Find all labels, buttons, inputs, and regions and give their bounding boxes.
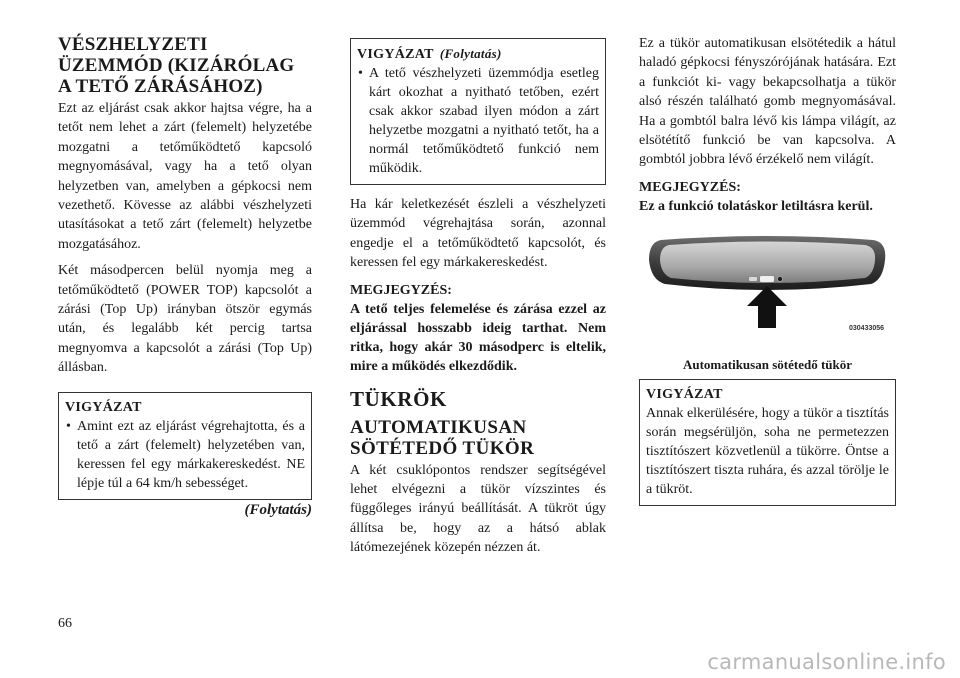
note-text: Ez a funkció tolatáskor letiltásra kerül. xyxy=(639,198,873,214)
warning-title: VIGYÁZAT xyxy=(357,47,434,62)
mirror-figure xyxy=(639,230,896,352)
damage-paragraph: Ha kár keletkezését észleli a vészhelyzeti üzemmód végrehajtása során, azonnal engedje el a tetőműködtető kapcsolót, és keressen fel egy márkakereskedést. xyxy=(350,197,606,271)
power-top-paragraph: Két másodpercen belül nyomja meg a tetőműködtető (POWER TOP) kapcsolót a zárási (Top Up) irányban ötször egymás után, és legalább két percig tartsa megnyomva a kapcsolót a zárási (Top Up) állásban. xyxy=(58,263,312,376)
dimming-button xyxy=(760,276,774,282)
note-title: MEGJEGYZÉS: xyxy=(639,179,741,195)
column-left xyxy=(58,34,312,519)
mirror-adjust-paragraph: A két csuklópontos rendszer segítségével lehet elvégezni a tükör vízszintes és függőleges irányú beállítását. A tükröt úgy állítsa be, hogy az a hátsó ablak látómezejének közepén nézzen át. xyxy=(350,462,606,556)
emergency-mode-heading: VÉSZHELYZETI ÜZEMMÓD (KIZÁRÓLAG A TETŐ ZÁRÁSÁHOZ) xyxy=(58,34,295,97)
warning-box-roof xyxy=(350,38,606,185)
watermark: carmanualsonline.info xyxy=(707,650,946,674)
note-text: A tető teljes felemelése és zárása ezzel az eljárással hosszabb ideig tarthat. Nem ritka, hogy akár 30 másodperc is eltelik, mire a működés elkezdődik. xyxy=(350,301,606,374)
rearview-mirror-illustration xyxy=(639,230,896,352)
light-sensor xyxy=(778,276,783,281)
page-number: 66 xyxy=(58,616,72,631)
emergency-mode-paragraph: Ezt az eljárást csak akkor hajtsa végre, ha a tetőt nem lehet a zárt (felemelt) helyzetébe mozgatni a tetőműködtető kapcsoló megnyomásával, vagy ha a tető olyan helyzetben van, amelyben a gépkocsi nem vezethető. Kövesse az alábbi vészhelyzeti utasításokat a tető zárt (felemelt) helyzetbe mozgatásához. xyxy=(58,101,312,252)
note-title: MEGJEGYZÉS: xyxy=(350,282,452,298)
figure-caption: Automatikusan sötétedő tükör xyxy=(682,356,852,372)
warning-continued: (Folytatás) xyxy=(439,46,502,61)
mirrors-heading: TÜKRÖK xyxy=(350,386,447,411)
column-right xyxy=(639,34,896,506)
arrow-up-icon xyxy=(747,286,787,328)
auto-dimming-heading: AUTOMATIKUSAN SÖTÉTEDŐ TÜKÖR xyxy=(350,416,535,459)
warning-box-cleaning xyxy=(639,379,896,506)
figure-id: 030433056 xyxy=(849,324,885,332)
column-middle xyxy=(350,38,606,558)
warning-text: Annak elkerülésére, hogy a tükör a tisztítás során megsérüljön, soha ne permetezzen tisztítószert közvetlenül a tükörre. Öntse a tisztítószert tiszta ruhára, és azzal törölje le a tükröt. xyxy=(646,405,889,497)
warning-title: VIGYÁZAT xyxy=(646,386,723,402)
warning-title: VIGYÁZAT xyxy=(65,399,142,415)
indicator-lamp xyxy=(749,277,757,281)
mirror-dimming-paragraph: Ez a tükör automatikusan elsötétedik a hátul haladó gépkocsi fényszórójának hatására. Ezt a funkciót ki- vagy bekapcsolhatja a tükör alsó részén található gomb megnyomásával. Ha a gombtól balra lévő kis lámpa világít, az elsötétítő funkció be van kapcsolva. A gombtól jobbra lévő érzékelő nem világít. xyxy=(639,36,896,168)
warning-bullet: • A tető vészhelyzeti üzemmódja esetleg kárt okozhat a nyitható tetőben, ezért csak akkor szabad ilyen módon a zárt helyzetbe mozgatni a nyitható tetőt, ha a normál tetőműködtető funkció nem működik. xyxy=(357,64,599,178)
warning-bullet: • Amint ezt az eljárást végrehajtotta, és a tető a zárt (felemelt) helyzetében van, keressen fel egy márkakereskedést. NE lépje túl a 64 km/h sebességet. xyxy=(65,417,305,493)
warning-box-speed xyxy=(58,392,312,500)
continued-label: (Folytatás) xyxy=(244,501,312,518)
